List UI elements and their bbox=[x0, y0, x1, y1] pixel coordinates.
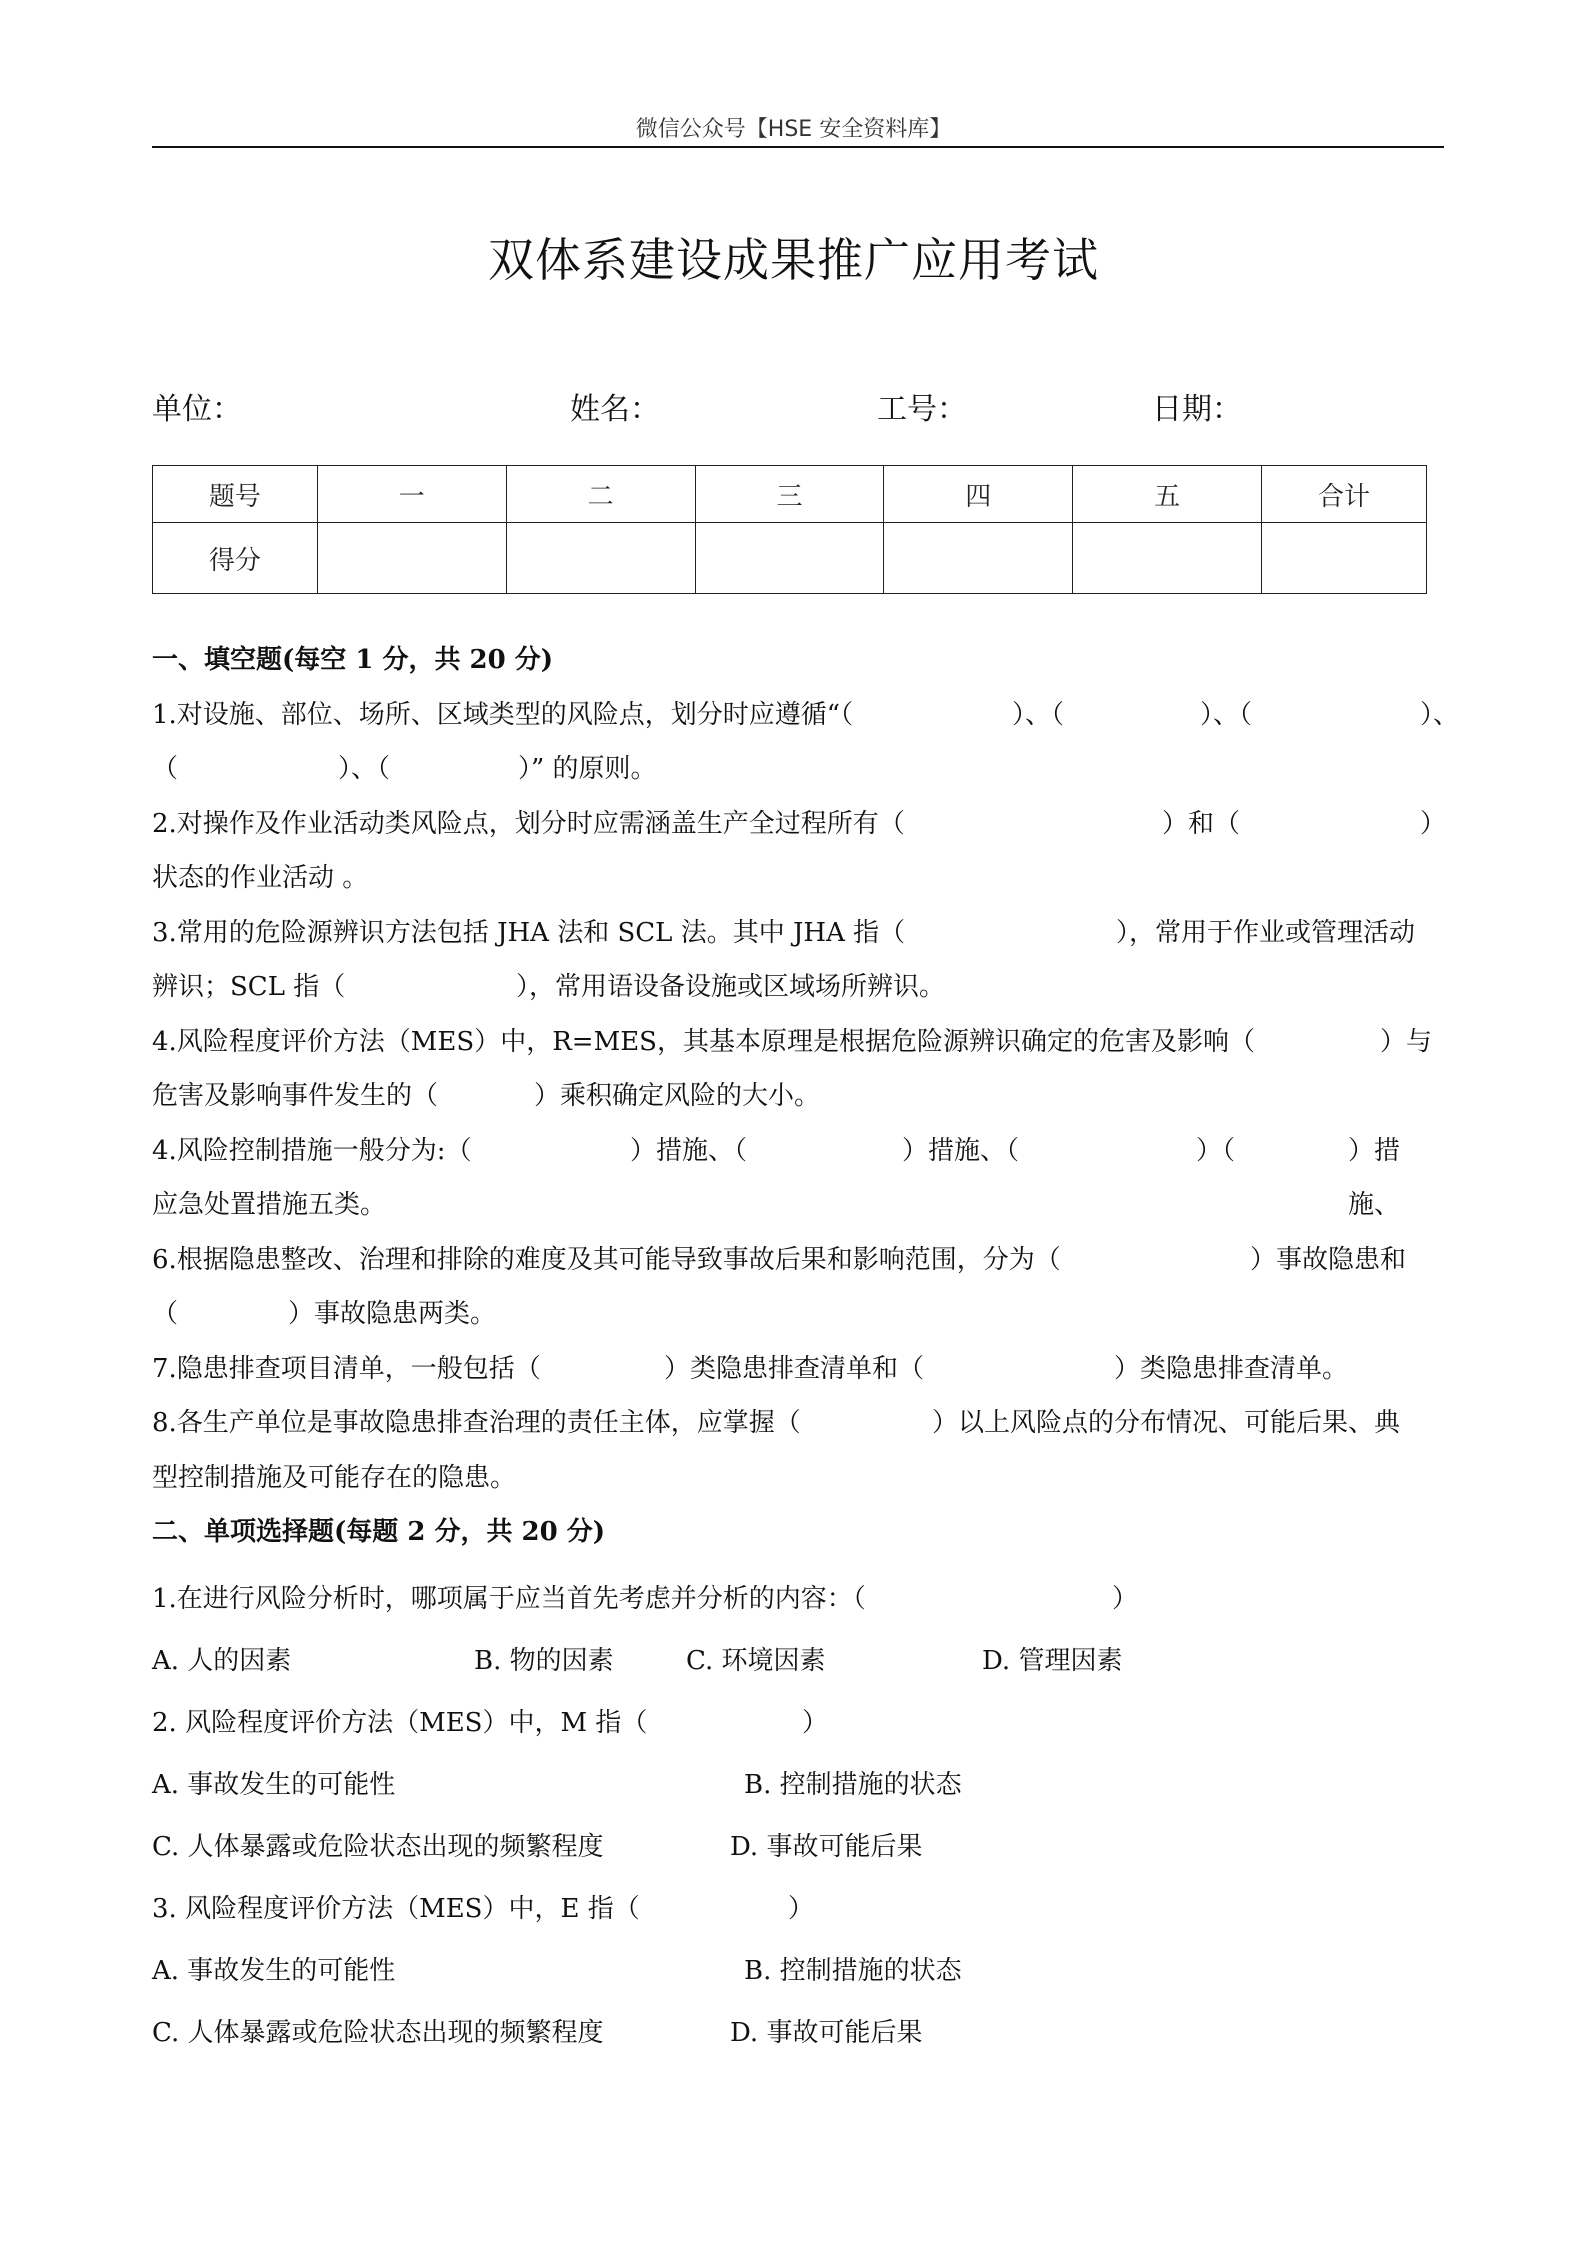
mcq-2-options-row-2 bbox=[152, 1820, 1444, 1882]
option-c: C. 人体暴露或危险状态出现的频繁程度 bbox=[152, 1831, 604, 1862]
question-7-line-1: 7.隐患排查项目清单，一般包括（ ）类隐患排查清单和（ ）类隐患排查清单。 bbox=[152, 1353, 1349, 1384]
score-table-score-row bbox=[153, 523, 1427, 594]
name-label: 姓名： bbox=[570, 392, 660, 427]
mcq-2-options-row-1 bbox=[152, 1758, 1444, 1820]
question-1-line-1: 1.对设施、部位、场所、区域类型的风险点，划分时应遵循“（ ）、（ ）、（ ）、 bbox=[152, 699, 1460, 730]
score-header-cell: 三 bbox=[695, 466, 884, 523]
score-cell bbox=[317, 523, 506, 594]
option-d: D. 事故可能后果 bbox=[730, 1831, 923, 1862]
question-6-line-2: （ ）事故隐患两类。 bbox=[152, 1299, 497, 1329]
question-2-line-2: 状态的作业活动 。 bbox=[152, 863, 369, 893]
score-cell bbox=[506, 523, 695, 594]
question-8-line-2: 型控制措施及可能存在的隐患。 bbox=[152, 1462, 517, 1493]
mcq-3-stem: 3. 风险程度评价方法（MES）中，E 指（ ） bbox=[152, 1893, 815, 1924]
mcq-3-options-row-1 bbox=[152, 1944, 1444, 2006]
score-header-cell: 题号 bbox=[153, 466, 318, 523]
score-header-cell: 合计 bbox=[1262, 466, 1427, 523]
mcq-2-stem: 2. 风险程度评价方法（MES）中，M 指（ ） bbox=[152, 1707, 829, 1738]
option-a: A. 人的因素 bbox=[152, 1645, 292, 1676]
score-table bbox=[152, 465, 1427, 594]
question-4-line-1: 4.风险程度评价方法（MES）中，R=MES，其基本原理是根据危险源辨识确定的危害及影响（ ）与 bbox=[152, 1026, 1433, 1057]
question-3-line-1: 3.常用的危险源辨识方法包括 JHA 法和 SCL 法。其中 JHA 指（ ），常用于作业或管理活动 bbox=[152, 917, 1416, 948]
score-cell bbox=[1073, 523, 1262, 594]
score-cell bbox=[695, 523, 884, 594]
question-5-line-2: 应急处置措施五类。 bbox=[152, 1190, 387, 1220]
option-b: B. 控制措施的状态 bbox=[744, 1769, 962, 1800]
score-table-header-row bbox=[153, 466, 1427, 523]
option-b: B. 物的因素 bbox=[474, 1645, 614, 1676]
mcq-1-stem: 1.在进行风险分析时，哪项属于应当首先考虑并分析的内容：（ ） bbox=[152, 1583, 1139, 1614]
score-row-label: 得分 bbox=[153, 523, 318, 594]
score-cell bbox=[884, 523, 1073, 594]
question-2-line-1: 2.对操作及作业活动类风险点，划分时应需涵盖生产全过程所有（ ）和（ ） bbox=[152, 808, 1447, 839]
unit-label: 单位： bbox=[152, 392, 242, 427]
option-b: B. 控制措施的状态 bbox=[744, 1955, 962, 1986]
score-header-cell: 二 bbox=[506, 466, 695, 523]
page-header: 微信公众号【HSE 安全资料库】 bbox=[635, 117, 952, 142]
question-1-line-2: （ ）、（ ）” 的原则。 bbox=[152, 754, 657, 784]
option-c: C. 环境因素 bbox=[686, 1645, 826, 1676]
mcq-1-options bbox=[152, 1634, 1444, 1696]
score-cell bbox=[1262, 523, 1427, 594]
score-header-cell: 四 bbox=[884, 466, 1073, 523]
question-5-line-1: 4.风险控制措施一般分为:（ ）措施、（ ）措施、（ ）（ ）措施、 bbox=[152, 1135, 1401, 1220]
section-title: 二、单项选择题(每题 2 分，共 20 分) bbox=[152, 1517, 606, 1547]
option-c: C. 人体暴露或危险状态出现的频繁程度 bbox=[152, 2017, 604, 2048]
option-a: A. 事故发生的可能性 bbox=[152, 1955, 396, 1986]
mcq-3-options-row-2 bbox=[152, 2006, 1444, 2068]
question-8-line-1: 8.各生产单位是事故隐患排查治理的责任主体，应掌握（ ）以上风险点的分布情况、可能后果、典 bbox=[152, 1408, 1401, 1438]
score-header-cell: 五 bbox=[1073, 466, 1262, 523]
header-divider bbox=[152, 146, 1444, 148]
option-a: A. 事故发生的可能性 bbox=[152, 1769, 396, 1800]
question-4-line-2: 危害及影响事件发生的（ ）乘积确定风险的大小。 bbox=[152, 1081, 821, 1111]
exam-title: 双体系建设成果推广应用考试 bbox=[488, 233, 1099, 287]
question-6-line-1: 6.根据隐患整改、治理和排除的难度及其可能导致事故后果和影响范围，分为（ ）事故隐患和 bbox=[152, 1244, 1407, 1275]
employee-id-label: 工号： bbox=[877, 392, 967, 427]
date-label: 日期： bbox=[1152, 392, 1242, 427]
section-title: 一、填空题(每空 1 分，共 20 分) bbox=[152, 645, 554, 675]
exam-content bbox=[152, 633, 1460, 2068]
score-header-cell: 一 bbox=[317, 466, 506, 523]
option-d: D. 管理因素 bbox=[982, 1645, 1123, 1676]
question-3-line-2: 辨识；SCL 指（ ），常用语设备设施或区域场所辨识。 bbox=[152, 972, 946, 1002]
option-d: D. 事故可能后果 bbox=[730, 2017, 923, 2048]
